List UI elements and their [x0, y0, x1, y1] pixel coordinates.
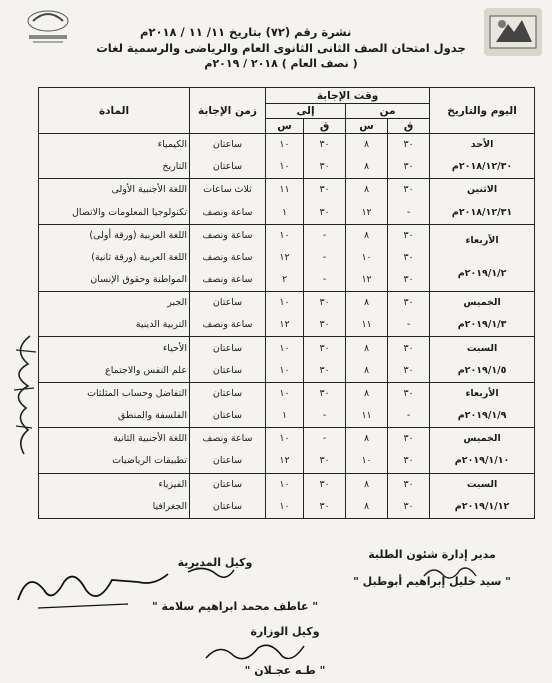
to-minute-value: ٣٠	[319, 455, 330, 467]
day-date: ٢٠١٩/١/٢م	[457, 268, 507, 280]
to-hour-value: ١٠	[279, 387, 290, 399]
day-name: الخميس	[463, 433, 501, 445]
from-minute-value: ٣٠	[403, 139, 414, 151]
subject-cell	[39, 428, 190, 473]
margin-note-text: san	[0, 330, 2, 331]
to-minute-value: -	[322, 410, 327, 422]
from-minute-cell	[388, 134, 430, 179]
subject-value: التاريخ	[162, 161, 187, 173]
to-minute-value: -	[322, 433, 327, 445]
duration-cell	[190, 134, 266, 179]
day-date: ٢٠١٩/١/١٢م	[454, 500, 510, 512]
subject-cell	[39, 224, 190, 291]
table-row	[39, 473, 535, 518]
day-date: ٢٠١٨/١٢/٣٠م	[451, 161, 513, 173]
from-minute-value: ٣٠	[403, 433, 414, 445]
subject-value: اللغة الأجنبية الثانية	[113, 433, 187, 445]
term-line: ( نصف العام ) ٢٠١٨ / ٢٠١٩م	[204, 57, 358, 70]
from-minute-value: ٣٠	[403, 342, 414, 354]
signature-ministry	[225, 625, 345, 638]
from-minute-value: -	[406, 319, 411, 331]
duration-value: ساعة ونصف	[202, 433, 253, 445]
day-cell	[430, 473, 535, 518]
from-hour-cell	[346, 382, 388, 427]
to-minute-value: ٣٠	[319, 161, 330, 173]
day-cell	[430, 292, 535, 337]
to-minute-value: ٣٠	[319, 297, 330, 309]
col-header-duration: زمن الإجابة	[190, 88, 266, 134]
duration-cell	[190, 224, 266, 291]
subject-value: التربية الدينية	[135, 319, 187, 331]
table-row	[39, 224, 535, 291]
day-date: ٢٠١٨/١٢/٣١م	[451, 206, 513, 218]
to-hour-value: ١٠	[279, 478, 290, 490]
subject-cell	[39, 337, 190, 382]
day-name: الأربعاء	[465, 235, 499, 247]
duration-value: ساعتان	[212, 139, 243, 151]
table-row	[39, 382, 535, 427]
to-minute-value: ٣٠	[319, 206, 330, 218]
from-hour-cell	[346, 337, 388, 382]
to-hour-value: ١٠	[279, 500, 290, 512]
subject-cell	[39, 473, 190, 518]
to-hour-cell	[266, 428, 304, 473]
to-hour-value: ١٠	[279, 342, 290, 354]
table-row	[39, 337, 535, 382]
subject-value: الفلسفة والمنطق	[117, 410, 187, 422]
ministry-logo	[484, 8, 542, 56]
subject-value: اللغة العربية (ورقة أولى)	[89, 229, 187, 241]
to-hour-value: ١٢	[279, 455, 290, 467]
subject-value: علم النفس والاجتماع	[105, 364, 187, 376]
to-hour-value: ١٠	[279, 229, 290, 241]
from-hour-value: ٨	[363, 184, 370, 196]
to-hour-value: ١٢	[279, 251, 290, 263]
from-minute-value: ٣٠	[403, 387, 414, 399]
table-row	[39, 428, 535, 473]
to-minute-cell	[304, 224, 346, 291]
subject-value: الأحياء	[162, 342, 187, 354]
col-header-from-minute: ق	[388, 119, 430, 134]
to-hour-value: ١٠	[279, 364, 290, 376]
table-row	[39, 179, 535, 224]
handwritten-signature-bottom	[200, 638, 310, 666]
from-minute-cell	[388, 337, 430, 382]
margin-handwritten-note	[2, 330, 42, 460]
duration-value: ساعتان	[212, 342, 243, 354]
day-name: الأربعاء	[465, 387, 499, 399]
from-hour-value: ٨	[363, 297, 370, 309]
to-minute-cell	[304, 179, 346, 224]
table-row	[39, 292, 535, 337]
to-hour-cell	[266, 292, 304, 337]
duration-value: ساعة ونصف	[202, 206, 253, 218]
to-hour-value: ١	[281, 206, 288, 218]
from-hour-value: ٨	[363, 500, 370, 512]
subject-value: تطبيقات الرياضيات	[112, 455, 187, 467]
signature-name-student-affairs: " سيد خليل إبراهيم أبوطبل "	[353, 575, 511, 588]
day-cell	[430, 134, 535, 179]
from-hour-value: ٨	[363, 229, 370, 241]
from-minute-value: -	[406, 410, 411, 422]
day-cell	[430, 179, 535, 224]
from-hour-value: ٨	[363, 433, 370, 445]
signature-title-student-affairs: مدير إدارة شئون الطلبة	[368, 548, 496, 561]
from-minute-value: ٣٠	[403, 364, 414, 376]
to-minute-value: ٣٠	[319, 184, 330, 196]
duration-cell	[190, 428, 266, 473]
to-hour-cell	[266, 224, 304, 291]
handwritten-signature-right	[420, 562, 480, 584]
from-minute-cell	[388, 428, 430, 473]
signature-title-directorate: وكيل المديرية	[177, 556, 253, 569]
from-hour-value: ١٢	[361, 273, 372, 285]
to-hour-cell	[266, 382, 304, 427]
to-minute-cell	[304, 134, 346, 179]
duration-value: ساعتان	[212, 500, 243, 512]
subject-value: الجغرافيا	[152, 500, 187, 512]
to-hour-value: ٢	[281, 273, 288, 285]
from-hour-value: ٨	[363, 139, 370, 151]
subject-cell	[39, 382, 190, 427]
col-header-time: وقت الإجابة	[266, 88, 430, 104]
from-hour-value: ١٠	[361, 251, 372, 263]
document-title: جدول امتحان الصف الثانى الثانوى العام والرياضى والرسمية لغات	[96, 41, 466, 55]
to-minute-value: ٣٠	[319, 139, 330, 151]
day-name: السبت	[466, 342, 498, 354]
schedule-body	[39, 134, 535, 519]
from-minute-value: ٣٠	[403, 184, 414, 196]
from-minute-value: ٣٠	[403, 273, 414, 285]
subject-value: المواطنة وحقوق الإنسان	[90, 273, 187, 285]
from-minute-cell	[388, 473, 430, 518]
from-hour-cell	[346, 428, 388, 473]
subject-cell	[39, 179, 190, 224]
to-hour-cell	[266, 473, 304, 518]
to-hour-value: ١٢	[279, 319, 290, 331]
subject-cell	[39, 292, 190, 337]
subject-value: التفاضل وحساب المثلثات	[87, 387, 187, 399]
duration-value: ساعتان	[212, 297, 243, 309]
from-hour-cell	[346, 473, 388, 518]
duration-value: ساعة ونصف	[202, 251, 253, 263]
to-hour-value: ١١	[279, 184, 290, 196]
to-minute-cell	[304, 382, 346, 427]
day-cell	[430, 224, 535, 291]
from-minute-value: ٣٠	[403, 297, 414, 309]
from-hour-value: ١٠	[361, 455, 372, 467]
bulletin-line: نشرة رقم (٧٢) بتاريخ ١١/ ١١ / ٢٠١٨م	[140, 25, 352, 39]
duration-value: ساعة ونصف	[202, 273, 253, 285]
subject-value: الجبر	[167, 297, 187, 309]
subject-value: اللغة العربية (ورقة ثانية)	[91, 251, 187, 263]
to-minute-value: ٣٠	[319, 319, 330, 331]
col-header-to-minute: ق	[304, 119, 346, 134]
signature-name-directorate: " عاطف محمد ابراهيم سلامة "	[151, 600, 319, 613]
from-minute-value: ٣٠	[403, 251, 414, 263]
from-hour-cell	[346, 224, 388, 291]
from-hour-cell	[346, 292, 388, 337]
subject-value: تكنولوجيا المعلومات والاتصال	[71, 206, 187, 218]
duration-cell	[190, 337, 266, 382]
day-date: ٢٠١٩/١/١٠م	[454, 455, 510, 467]
from-minute-cell	[388, 179, 430, 224]
to-minute-cell	[304, 292, 346, 337]
duration-cell	[190, 473, 266, 518]
to-minute-value: -	[322, 273, 327, 285]
to-hour-value: ١٠	[279, 433, 290, 445]
to-minute-value: -	[322, 229, 327, 241]
day-name: الاثنين	[466, 184, 498, 196]
directorate-logo	[18, 6, 78, 48]
signature-title-ministry: وكيل الوزارة	[250, 625, 320, 638]
duration-cell	[190, 179, 266, 224]
exam-schedule-table	[38, 87, 535, 519]
from-minute-value: ٣٠	[403, 478, 414, 490]
col-header-to: إلى	[266, 104, 346, 119]
from-hour-value: ١١	[361, 410, 372, 422]
from-hour-value: ١١	[361, 319, 372, 331]
duration-value: ساعتان	[212, 455, 243, 467]
from-minute-value: ٣٠	[403, 500, 414, 512]
day-date: ٢٠١٩/١/٥م	[457, 364, 507, 376]
duration-cell	[190, 382, 266, 427]
from-hour-cell	[346, 179, 388, 224]
day-name: السبت	[466, 478, 498, 490]
from-hour-value: ٨	[363, 387, 370, 399]
from-hour-value: ١٢	[361, 206, 372, 218]
subject-value: الكيمياء	[157, 139, 187, 151]
day-name: الأحد	[470, 139, 494, 151]
from-minute-value: -	[406, 206, 411, 218]
from-minute-cell	[388, 292, 430, 337]
col-header-from-hour: س	[346, 119, 388, 134]
duration-value: ثلاث ساعات	[203, 184, 252, 196]
from-minute-value: ٣٠	[403, 161, 414, 173]
day-date: ٢٠١٩/١/٣م	[457, 319, 507, 331]
duration-value: ساعة ونصف	[202, 319, 253, 331]
subject-value: الفيزياء	[158, 478, 187, 490]
duration-value: ساعتان	[212, 410, 243, 422]
to-hour-cell	[266, 179, 304, 224]
day-cell	[430, 337, 535, 382]
subject-value: اللغة الأجنبية الأولى	[111, 184, 187, 196]
col-header-to-hour: س	[266, 119, 304, 134]
to-hour-value: ١٠	[279, 139, 290, 151]
to-hour-cell	[266, 337, 304, 382]
signature-name-ministry: " طـه عجـلان "	[244, 664, 326, 677]
to-minute-cell	[304, 428, 346, 473]
duration-value: ساعتان	[212, 478, 243, 490]
day-name: الخميس	[463, 297, 501, 309]
to-minute-value: -	[322, 251, 327, 263]
from-hour-value: ٨	[363, 364, 370, 376]
day-cell	[430, 382, 535, 427]
day-date: ٢٠١٩/١/٩م	[457, 410, 507, 422]
from-minute-cell	[388, 382, 430, 427]
to-hour-value: ١٠	[279, 161, 290, 173]
to-hour-value: ١	[281, 410, 288, 422]
table-row	[39, 134, 535, 179]
to-minute-value: ٣٠	[319, 478, 330, 490]
to-minute-value: ٣٠	[319, 364, 330, 376]
from-hour-value: ٨	[363, 161, 370, 173]
to-minute-cell	[304, 337, 346, 382]
from-minute-value: ٣٠	[403, 455, 414, 467]
to-hour-value: ١٠	[279, 297, 290, 309]
from-hour-cell	[346, 134, 388, 179]
to-minute-value: ٣٠	[319, 342, 330, 354]
day-cell	[430, 428, 535, 473]
duration-cell	[190, 292, 266, 337]
duration-value: ساعتان	[212, 364, 243, 376]
duration-value: ساعة ونصف	[202, 229, 253, 241]
col-header-day: اليوم والتاريخ	[430, 88, 535, 134]
to-minute-value: ٣٠	[319, 387, 330, 399]
duration-value: ساعتان	[212, 161, 243, 173]
to-minute-value: ٣٠	[319, 500, 330, 512]
from-minute-cell	[388, 224, 430, 291]
document-header	[80, 24, 482, 72]
from-hour-value: ٨	[363, 342, 370, 354]
subject-cell	[39, 134, 190, 179]
to-minute-cell	[304, 473, 346, 518]
from-hour-value: ٨	[363, 478, 370, 490]
col-header-subject: المادة	[39, 88, 190, 134]
from-minute-value: ٣٠	[403, 229, 414, 241]
duration-value: ساعتان	[212, 387, 243, 399]
col-header-from: من	[346, 104, 430, 119]
to-hour-cell	[266, 134, 304, 179]
handwritten-signature-left	[8, 560, 238, 616]
